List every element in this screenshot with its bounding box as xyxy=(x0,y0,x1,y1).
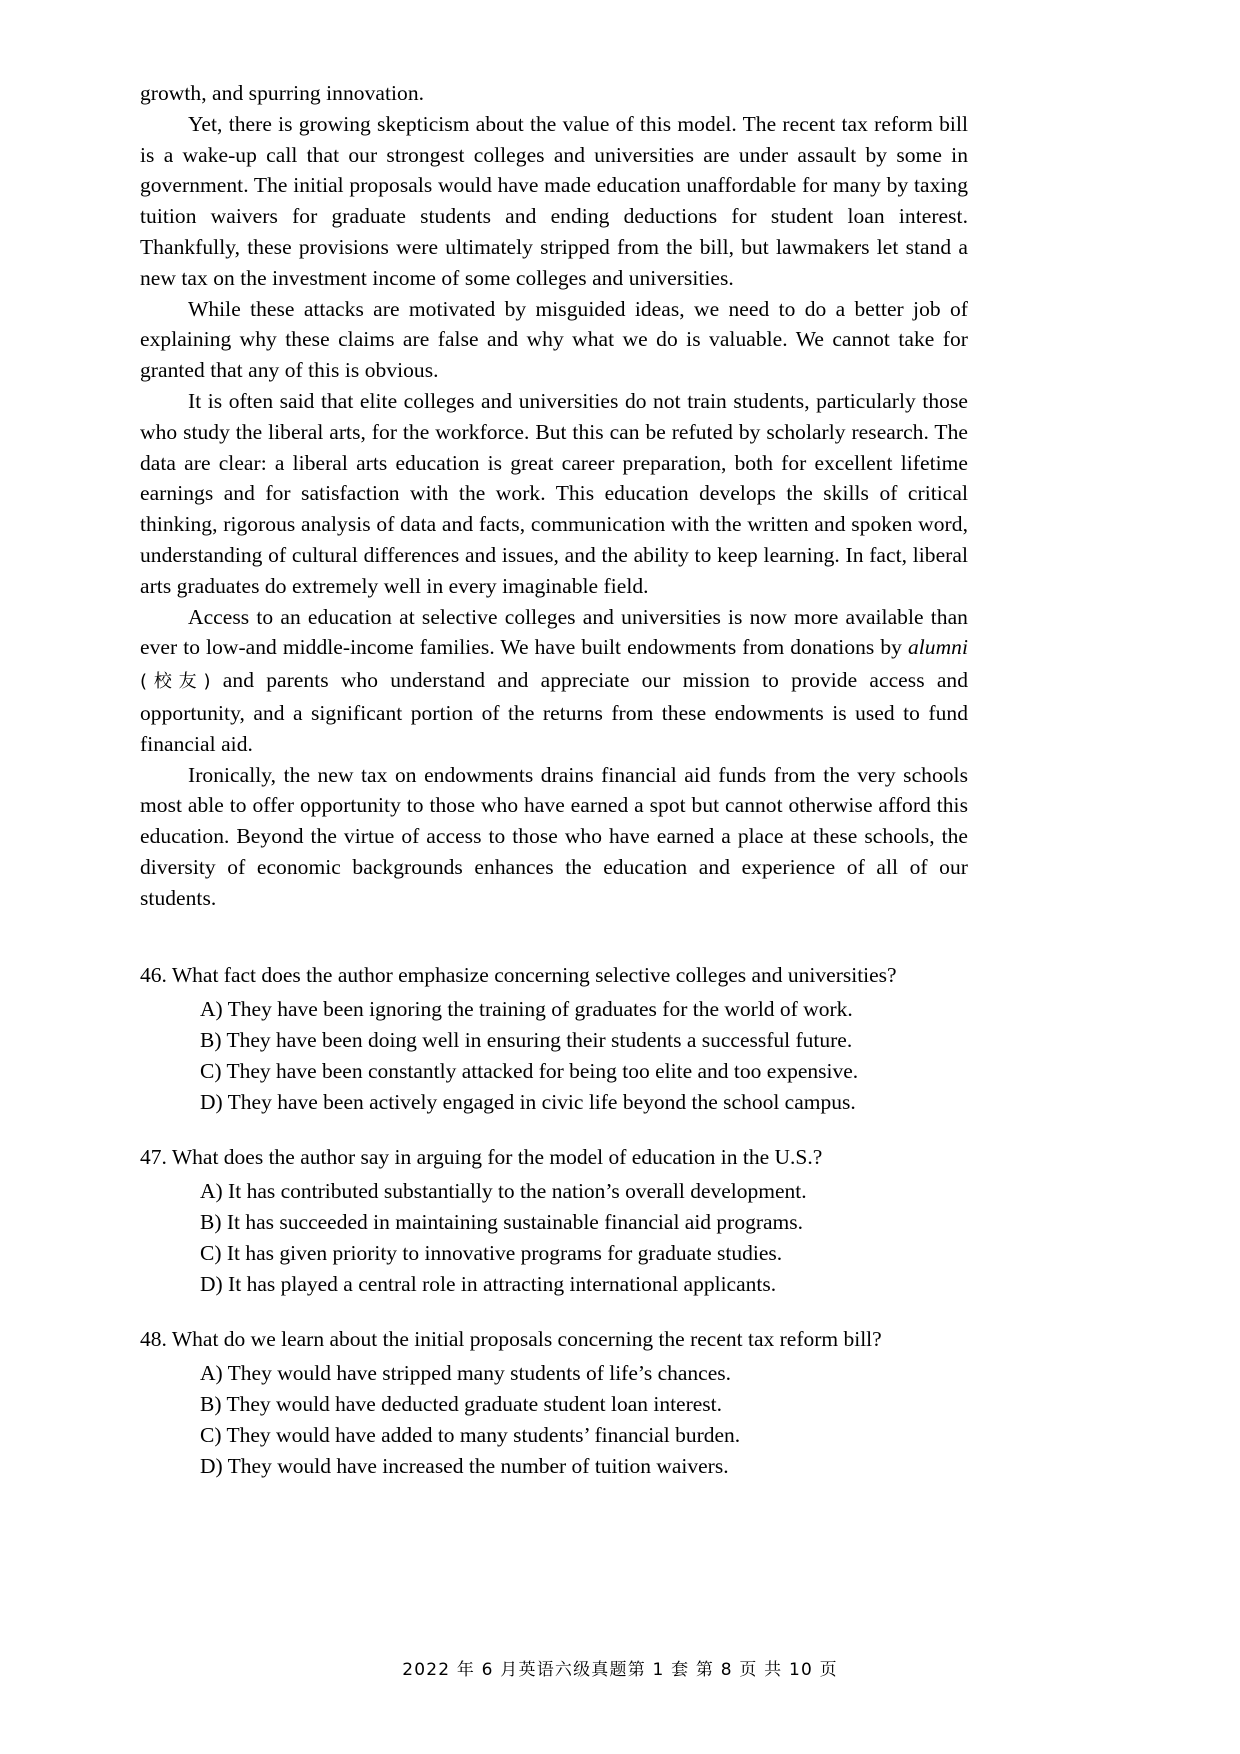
question-47-option-c[interactable]: C) It has given priority to innovative programs for graduate studies. xyxy=(200,1240,783,1265)
italic-term-alumni: alumni xyxy=(907,635,968,660)
question-47 xyxy=(140,1142,968,1300)
question-46-stem: 46. What fact does the author emphasize concerning selective colleges and universities? xyxy=(140,962,897,987)
question-46-option-a[interactable]: A) They have been ignoring the training of graduates for the world of work. xyxy=(200,996,853,1021)
chinese-gloss-alumni: (校友) xyxy=(140,671,211,693)
question-48-option-a[interactable]: A) They would have stripped many students of life’s chances. xyxy=(200,1360,732,1385)
paragraph-access-text-after: and parents who understand and appreciate our mission to provide access and opportunity, and a significant portion of the returns from these endowments is used to fund financial aid. xyxy=(140,668,969,756)
question-47-option-a[interactable]: A) It has contributed substantially to the nation’s overall development. xyxy=(200,1178,807,1203)
page-footer: 2022 年 6 月英语六级真题第 1 套 第 8 页 共 10 页 xyxy=(402,1660,838,1680)
passage-body xyxy=(140,78,968,1506)
paragraph-access xyxy=(140,602,968,760)
question-46-option-c[interactable]: C) They have been constantly attacked for being too elite and too expensive. xyxy=(200,1058,859,1083)
question-46-option-d[interactable]: D) They have been actively engaged in civic life beyond the school campus. xyxy=(200,1089,856,1114)
questions-section xyxy=(140,960,968,1482)
question-48 xyxy=(140,1324,968,1482)
paragraph-skepticism: Yet, there is growing skepticism about the value of this model. The recent tax reform bill is a wake-up call that our strongest colleges and universities are under assault by some in government. The initial proposals would have made education unaffordable for many by taxing tuition waivers for graduate students and ending deductions for student loan interest. Thankfully, these provisions were ultimately stripped from the bill, but lawmakers let stand a new tax on the investment income of some colleges and universities. xyxy=(140,111,968,290)
paragraph-continued: growth, and spurring innovation. xyxy=(140,81,425,105)
paragraph-access-text-before: Access to an education at selective colleges and universities is now more available than ever to low-and middle-income families. We have built endowments from donations by xyxy=(140,604,968,660)
question-47-option-b[interactable]: B) It has succeeded in maintaining sustainable financial aid programs. xyxy=(200,1209,804,1234)
paragraph-attacks: While these attacks are motivated by misguided ideas, we need to do a better job of explaining why these claims are false and why what we do is valuable. We cannot take for granted that any of this is obvious. xyxy=(140,296,968,383)
question-46-option-b[interactable]: B) They have been doing well in ensuring their students a successful future. xyxy=(200,1027,853,1052)
question-48-stem: 48. What do we learn about the initial proposals concerning the recent tax reform bill? xyxy=(140,1326,882,1351)
question-48-option-d[interactable]: D) They would have increased the number of tuition waivers. xyxy=(200,1453,729,1478)
question-47-option-d[interactable]: D) It has played a central role in attracting international applicants. xyxy=(200,1271,777,1296)
question-47-stem: 47. What does the author say in arguing for the model of education in the U.S.? xyxy=(140,1144,823,1169)
question-48-option-b[interactable]: B) They would have deducted graduate student loan interest. xyxy=(200,1391,723,1416)
question-48-option-c[interactable]: C) They would have added to many students’ financial burden. xyxy=(200,1422,741,1447)
question-46 xyxy=(140,960,968,1118)
paragraph-irony: Ironically, the new tax on endowments drains financial aid funds from the very schools most able to offer opportunity to those who have earned a spot but cannot otherwise afford this education. Beyond the virtue of access to those who have earned a place at these schools, the diversity of economic backgrounds enhances the education and experience of all of our students. xyxy=(140,762,968,910)
paragraph-liberal-arts: It is often said that elite colleges and universities do not train students, particularly those who study the liberal arts, for the workforce. But this can be refuted by scholarly research. The data are clear: a liberal arts education is great career preparation, both for excellent lifetime earnings and for satisfaction with the work. This education develops the skills of critical thinking, rigorous analysis of data and facts, communication with the written and spoken word, understanding of cultural differences and issues, and the ability to keep learning. In fact, liberal arts graduates do extremely well in every imaginable field. xyxy=(140,388,968,598)
